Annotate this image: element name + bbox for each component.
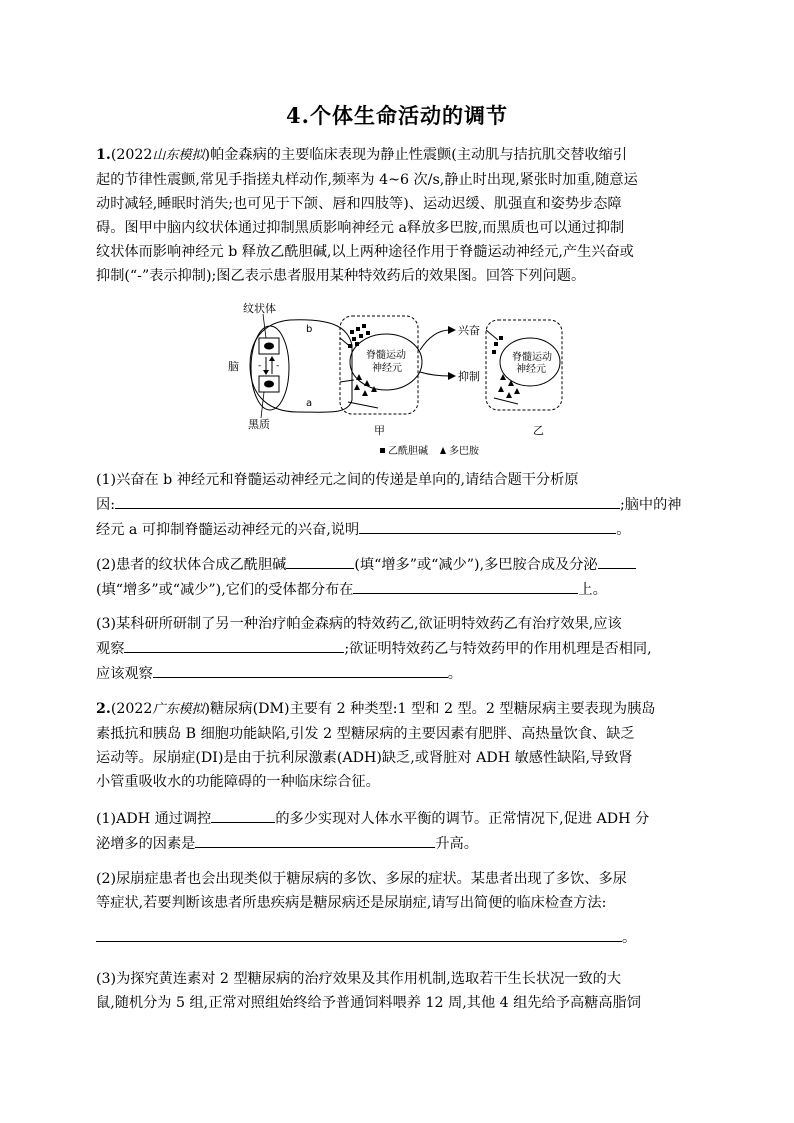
q1-sub3: (3)某科研所研制了另一种治疗帕金森病的特效药乙,欲证明特效药乙有治疗效果,应该 观察 ;欲证明特效药乙与特效药甲的作用机理是否相同, 应该观察 。 <box>96 616 652 682</box>
answer-blank[interactable] <box>96 925 622 942</box>
question-2-stem: 2.(2022广东模拟)糖尿病(DM)主要有 2 种类型:1 型和 2 型。2 型糖尿病主要表现为胰岛 素抵抗和胰岛 B 细胞功能缺陷,引发 2 型糖尿病的主要因素有肥胖、高热量饮食、缺乏 运动等。尿崩症(DI)是由于抗利尿激素(ADH)缺乏,或肾脏对 ADH 敏感性缺陷,导致肾 小管重吸收水的功能障碍的一种临床综合征。 <box>96 701 656 790</box>
question-number: 2. <box>96 701 111 717</box>
label-a: a <box>306 398 313 409</box>
answer-blank[interactable] <box>124 636 344 653</box>
answer-blank[interactable] <box>211 806 275 823</box>
legend-ach-marker <box>380 448 385 453</box>
ach-molecules-yi <box>492 336 503 354</box>
answer-blank[interactable] <box>353 577 578 594</box>
answer-blank[interactable] <box>115 492 620 509</box>
svg-text:脊髓运动: 脊髓运动 <box>512 352 552 363</box>
q2-sub1: (1)ADH 通过调控 的多少实现对人体水平衡的调节。正常情况下,促进 ADH 分 泌增多的因素是 升高。 <box>96 806 696 856</box>
question-source: 广东模拟 <box>152 702 205 717</box>
label-inhibit: 抑制 <box>458 370 480 383</box>
ach-molecules-jia <box>348 324 370 348</box>
q1-sub2: (2)患者的纹状体合成乙酰胆碱 (填“增多”或“减少”),多巴胺合成及分泌 (填“增多”或“减少”),它们的受体都分布在 上。 <box>96 552 696 602</box>
arrow-to-inhibit <box>420 372 450 376</box>
label-striatum: 纹状体 <box>243 302 276 315</box>
answer-blank[interactable] <box>359 517 616 534</box>
label-b: b <box>306 324 313 335</box>
svg-text:脊髓运动: 脊髓运动 <box>366 350 406 361</box>
arrow-to-excite <box>420 330 450 350</box>
q1-sub1: (1)兴奋在 b 神经元和脊髓运动神经元之间的传递是单向的,请结合题干分析原 因: ;脑中的神 经元 a 可抑制脊髓运动神经元的兴奋,说明 。 <box>96 472 682 538</box>
question-number: 1. <box>96 147 111 163</box>
neural-pathway-diagram <box>228 300 568 460</box>
question-source: 山东模拟 <box>152 148 205 163</box>
answer-blank[interactable] <box>598 552 636 569</box>
answer-blank[interactable] <box>286 552 354 569</box>
answer-blank[interactable] <box>195 831 435 848</box>
q2-sub3: (3)为探究黄连素对 2 型糖尿病的治疗效果及其作用机制,选取若干生长状况一致的大 鼠,随机分为 5 组,正常对照组始终给予普通饲料喂养 12 周,其他 4 组先给予高糖高脂饲 <box>96 971 641 1011</box>
label-yi: 乙 <box>533 424 544 437</box>
svg-text:神经元: 神经元 <box>516 364 546 375</box>
page-title: 4.个体生命活动的调节 <box>286 103 508 128</box>
nigra-nucleus <box>264 381 274 388</box>
label-jia: 甲 <box>374 424 385 437</box>
answer-blank[interactable] <box>153 661 448 678</box>
dopamine-molecules-jia <box>354 374 377 396</box>
label-nigra: 黑质 <box>248 418 270 431</box>
diagram-figure <box>228 300 568 460</box>
dopamine-molecules-yi <box>498 374 520 398</box>
striatum-nucleus <box>264 343 274 350</box>
svg-text:-: - <box>276 361 280 371</box>
label-brain: 脑 <box>228 360 239 373</box>
legend-da-marker <box>440 447 446 454</box>
label-excite: 兴奋 <box>458 324 480 337</box>
motor-neuron-jia <box>350 334 422 390</box>
question-1-stem: 1.(2022山东模拟)帕金森病的主要临床表现为静止性震颤(主动肌与拮抗肌交替收缩引 起的节律性震颤,常见手指搓丸样动作,频率为 4~6 次/s,静止时出现,紧张时加重,随意运 动时减轻,睡眠时消失;也可见于下颌、唇和四肢等)、运动迟缓、肌强直和姿势步态障 碍。图甲中脑内纹状体通过抑制黑质影响神经元 a释放多巴胺,而黑质也可以通过抑制 纹状体而影响神经元 b 释放乙酰胆碱,以上两种途径作用于脊髓运动神经元,产生兴奋或 抑制(“-”表示抑制);图乙表示患者服用某种特效药后的效果图。回答下列问题。 <box>96 147 638 284</box>
legend-ach: 乙酰胆碱 <box>388 446 428 457</box>
legend-da: 多巴胺 <box>449 446 479 457</box>
q2-sub2: (2)尿崩症患者也会出现类似于糖尿病的多饮、多尿的症状。某患者出现了多饮、多尿 等症状,若要判断该患者所患疾病是糖尿病还是尿崩症,请写出简便的临床检查方法: 。 <box>96 871 637 946</box>
svg-text:-: - <box>258 361 262 371</box>
svg-text:神经元: 神经元 <box>372 363 402 374</box>
